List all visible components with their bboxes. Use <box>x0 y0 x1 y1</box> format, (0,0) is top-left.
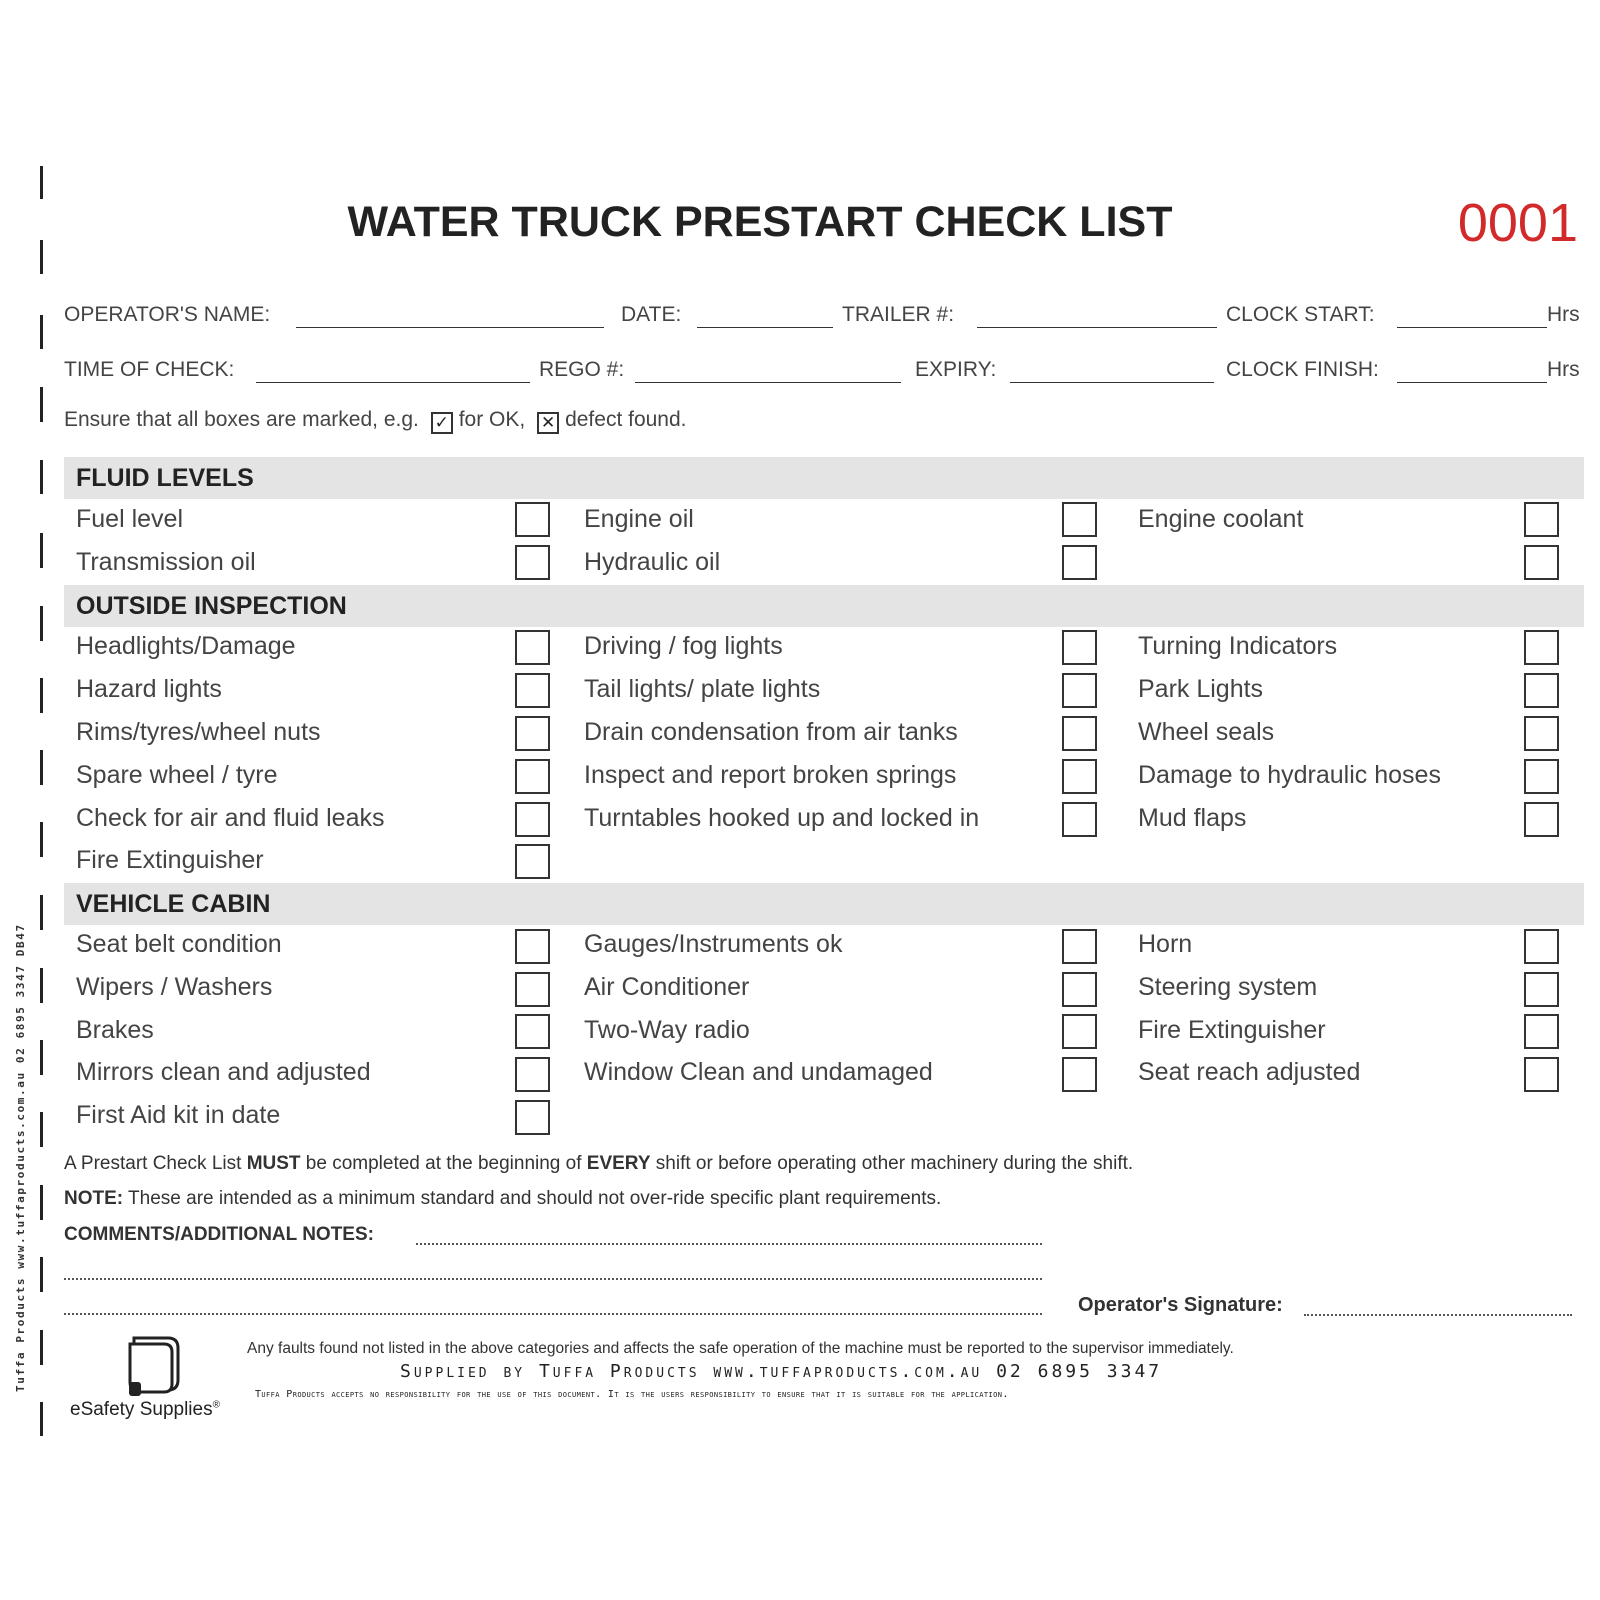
checkbox-air-fluid-leaks[interactable] <box>515 802 550 837</box>
check-item-label: Damage to hydraulic hoses <box>1138 761 1441 789</box>
signature-line[interactable] <box>1304 1314 1572 1316</box>
check-item-label: Hydraulic oil <box>584 548 721 576</box>
registered-mark: ® <box>212 1399 220 1411</box>
perforation-mark <box>40 1185 43 1220</box>
logo-name: eSafety Supplies <box>70 1399 213 1420</box>
esafety-logo-icon <box>126 1334 182 1400</box>
comments-line[interactable] <box>416 1243 1042 1245</box>
section-title: FLUID LEVELS <box>76 464 254 492</box>
header-row-2 <box>64 358 1584 388</box>
perforation-mark <box>40 315 43 349</box>
defect-text: defect found. <box>565 408 687 431</box>
note-label: NOTE: <box>64 1188 124 1209</box>
perforation-mark <box>40 387 43 422</box>
perforation-mark <box>40 533 43 568</box>
hrs-label: Hrs <box>1547 303 1580 326</box>
check-item-label: Air Conditioner <box>584 973 750 1001</box>
check-item-label: Engine oil <box>584 505 694 533</box>
checkbox-fire-extinguisher-cabin[interactable] <box>1524 1014 1559 1049</box>
serial-number: 0001 <box>1457 193 1578 253</box>
section-title: OUTSIDE INSPECTION <box>76 592 347 620</box>
operator-name-field[interactable] <box>296 327 604 328</box>
checkbox-hazard-lights[interactable] <box>515 673 550 708</box>
check-item-label: Drain condensation from air tanks <box>584 718 958 746</box>
faults-note: Any faults found not listed in the above categories and affects the safe operation of the machine must be reported to the supervisor immediately. <box>247 1340 1234 1357</box>
perforation-mark <box>40 166 43 199</box>
time-of-check-field[interactable] <box>256 382 530 383</box>
note-text: These are intended as a minimum standard and should not over-ride specific plant requirements. <box>123 1188 942 1209</box>
ok-text: for OK, <box>458 408 526 431</box>
defect-example-box: ✕ <box>537 412 559 434</box>
checkbox-gauges[interactable] <box>1062 929 1097 964</box>
rego-label: REGO #: <box>539 358 625 381</box>
trailer-label: TRAILER #: <box>842 303 955 326</box>
check-item-label: Inspect and report broken springs <box>584 761 957 789</box>
checkbox-transmission-oil[interactable] <box>515 545 550 580</box>
note-text: be completed at the beginning of <box>300 1153 587 1174</box>
ok-example-box: ✓ <box>431 412 453 434</box>
clock-finish-label: CLOCK FINISH: <box>1226 358 1379 381</box>
checkbox-air-conditioner[interactable] <box>1062 972 1097 1007</box>
checkbox-fire-extinguisher-outside[interactable] <box>515 844 550 879</box>
check-item-label: Mud flaps <box>1138 804 1247 832</box>
checkbox-tail-lights[interactable] <box>1062 673 1097 708</box>
page-title: WATER TRUCK PRESTART CHECK LIST <box>347 198 1173 246</box>
check-item-label: Fire Extinguisher <box>76 846 264 874</box>
checkbox-wipers[interactable] <box>515 972 550 1007</box>
check-item-label: Transmission oil <box>76 548 256 576</box>
check-item-label: Tail lights/ plate lights <box>584 675 821 703</box>
check-item-label: Wipers / Washers <box>76 973 273 1001</box>
hrs-label: Hrs <box>1547 358 1580 381</box>
header-row-1 <box>64 303 1584 333</box>
checkbox-two-way-radio[interactable] <box>1062 1014 1097 1049</box>
side-imprint: Tuffa Products www.tuffaproducts.com.au 02 6895 3347 DB47 <box>14 923 27 1392</box>
check-item-label: Mirrors clean and adjusted <box>76 1058 371 1086</box>
perforation-mark <box>40 240 43 274</box>
esafety-logo-text <box>70 1399 220 1421</box>
checkbox-mirrors[interactable] <box>515 1057 550 1092</box>
note-text: A Prestart Check List <box>64 1153 247 1174</box>
check-item-label: Fire Extinguisher <box>1138 1016 1326 1044</box>
time-of-check-label: TIME OF CHECK: <box>64 358 235 381</box>
checkbox-seat-reach[interactable] <box>1524 1057 1559 1092</box>
checkbox-headlights[interactable] <box>515 630 550 665</box>
instructions-text: Ensure that all boxes are marked, e.g. <box>64 408 419 431</box>
perforation-mark <box>40 895 43 930</box>
perforation-mark <box>40 1112 43 1147</box>
perforation-mark <box>40 822 43 857</box>
trailer-field[interactable] <box>977 327 1217 328</box>
perforation-mark <box>40 1330 43 1365</box>
perforation-mark <box>40 1257 43 1292</box>
checkbox-blank[interactable] <box>1524 545 1559 580</box>
check-item-label: Gauges/Instruments ok <box>584 930 843 958</box>
expiry-label: EXPIRY: <box>915 358 997 381</box>
checkbox-broken-springs[interactable] <box>1062 759 1097 794</box>
comments-label: COMMENTS/ADDITIONAL NOTES: <box>64 1224 374 1245</box>
checkbox-turntables[interactable] <box>1062 802 1097 837</box>
perforation-mark <box>40 968 43 1003</box>
checkbox-engine-oil[interactable] <box>1062 502 1097 537</box>
clock-finish-field[interactable] <box>1397 382 1547 383</box>
checkbox-engine-coolant[interactable] <box>1524 502 1559 537</box>
check-item-label: First Aid kit in date <box>76 1101 281 1129</box>
perforation-mark <box>40 1402 43 1436</box>
date-field[interactable] <box>697 327 833 328</box>
check-item-label: Seat belt condition <box>76 930 282 958</box>
checkbox-fuel-level[interactable] <box>515 502 550 537</box>
supplier-line: Supplied by Tuffa Products www.tuffaproducts.com.au 02 6895 3347 <box>400 1361 1163 1382</box>
must-note <box>64 1153 1133 1175</box>
check-item-label: Park Lights <box>1138 675 1264 703</box>
perforation-mark <box>40 750 43 785</box>
check-item-label: Headlights/Damage <box>76 632 296 660</box>
perforation-mark <box>40 678 43 713</box>
checkbox-driving-fog-lights[interactable] <box>1062 630 1097 665</box>
minimum-standard-note <box>64 1188 941 1210</box>
checkbox-window[interactable] <box>1062 1057 1097 1092</box>
operator-name-label: OPERATOR'S NAME: <box>64 303 271 326</box>
section-header-vehicle-cabin <box>64 883 1584 925</box>
checkbox-drain-condensation[interactable] <box>1062 716 1097 751</box>
checkbox-wheel-seals[interactable] <box>1524 716 1559 751</box>
check-item-label: Wheel seals <box>1138 718 1275 746</box>
checkbox-turning-indicators[interactable] <box>1524 630 1559 665</box>
checkbox-spare-wheel[interactable] <box>515 759 550 794</box>
checkbox-hydraulic-hoses[interactable] <box>1524 759 1559 794</box>
section-title: VEHICLE CABIN <box>76 890 271 918</box>
signature-label: Operator's Signature: <box>1078 1294 1283 1316</box>
checkbox-steering[interactable] <box>1524 972 1559 1007</box>
checkbox-rims-tyres[interactable] <box>515 716 550 751</box>
check-item-label: Steering system <box>1138 973 1318 1001</box>
check-item-label: Hazard lights <box>76 675 222 703</box>
checkbox-park-lights[interactable] <box>1524 673 1559 708</box>
check-item-label: Horn <box>1138 930 1193 958</box>
instructions <box>64 408 687 434</box>
note-emphasis: MUST <box>246 1153 301 1174</box>
comments-line[interactable] <box>64 1313 1042 1315</box>
checkbox-horn[interactable] <box>1524 929 1559 964</box>
rego-field[interactable] <box>635 382 901 383</box>
note-emphasis: EVERY <box>586 1153 651 1174</box>
section-header-fluid-levels <box>64 457 1584 499</box>
check-item-label: Two-Way radio <box>584 1016 750 1044</box>
check-item-label: Window Clean and undamaged <box>584 1058 933 1086</box>
section-header-outside-inspection <box>64 585 1584 627</box>
perforation-mark <box>40 606 43 641</box>
check-item-label: Check for air and fluid leaks <box>76 804 385 832</box>
expiry-field[interactable] <box>1010 382 1214 383</box>
perforation-mark <box>40 1040 43 1075</box>
checkbox-mud-flaps[interactable] <box>1524 802 1559 837</box>
check-item-label: Turning Indicators <box>1138 632 1338 660</box>
check-item-label: Spare wheel / tyre <box>76 761 278 789</box>
comments-line[interactable] <box>64 1278 1042 1280</box>
checkbox-first-aid-kit[interactable] <box>515 1100 550 1135</box>
note-text: shift or before operating other machinery during the shift. <box>650 1153 1134 1174</box>
clock-start-field[interactable] <box>1397 327 1547 328</box>
check-item-label: Brakes <box>76 1016 154 1044</box>
date-label: DATE: <box>621 303 682 326</box>
check-item-label: Turntables hooked up and locked in <box>584 804 980 832</box>
checkbox-brakes[interactable] <box>515 1014 550 1049</box>
check-item-label: Seat reach adjusted <box>1138 1058 1361 1086</box>
check-item-label: Rims/tyres/wheel nuts <box>76 718 321 746</box>
check-item-label: Fuel level <box>76 505 183 533</box>
check-item-label: Driving / fog lights <box>584 632 783 660</box>
checkbox-hydraulic-oil[interactable] <box>1062 545 1097 580</box>
disclaimer: Tuffa Products accepts no responsibility for the use of this document. It is the users responsibility to ensure that it is suitable for the application. <box>255 1389 1009 1400</box>
check-item-label: Engine coolant <box>1138 505 1304 533</box>
clock-start-label: CLOCK START: <box>1226 303 1375 326</box>
checkbox-seat-belt[interactable] <box>515 929 550 964</box>
perforation-mark <box>40 460 43 494</box>
